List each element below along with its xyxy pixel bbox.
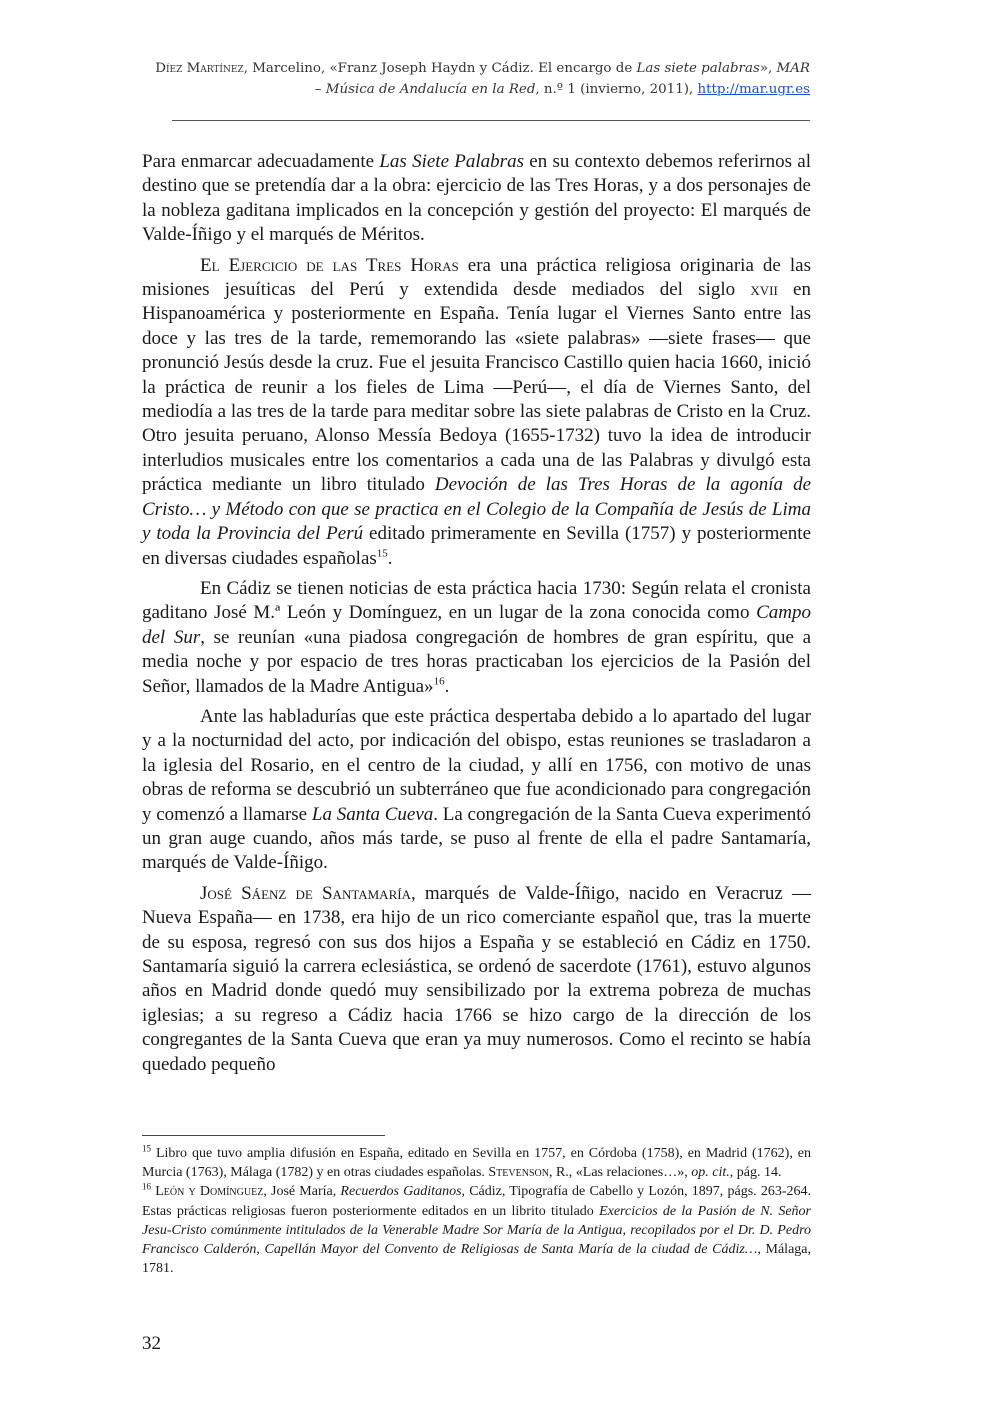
author-name: Stevenson (488, 1165, 549, 1181)
century-numeral: xvii (750, 279, 778, 301)
author-name: León y Domínguez (155, 1184, 264, 1200)
header-divider (172, 120, 810, 121)
header-issue: , n.º 1 (invierno, 2011), (535, 82, 698, 97)
italic-title: Devoción de las Tres Horas de la agonía de Cristo… y Método con que se practica en el Colegio de la Compañía de Jesús de Lima y toda la Provincia del Perú (142, 474, 812, 545)
text: Ante las habladurías que este práctica despertaba debido a lo apartado del lugar y a la nocturnidad del acto, por indicación del obispo, estas reuniones se trasladaron a la iglesia del Rosario, en el centro de la ciudad, y allí en 1756, con motivo de unas obras de reforma se descubrió un subterráneo que fue acondicionado para congregación y comenzó a llamarse (142, 705, 811, 825)
header-author: Díez Martínez (155, 61, 244, 76)
footnote (142, 1182, 811, 1278)
italic-place: La Santa Cueva (311, 803, 434, 825)
paragraph (142, 254, 811, 571)
text: , pág. 14. (729, 1165, 782, 1181)
paragraph (142, 705, 811, 876)
text: . (444, 675, 450, 697)
text: , Málaga, 1781. (142, 1242, 811, 1277)
italic-text: op. cit. (691, 1165, 730, 1181)
italic-place: Campo del Sur (142, 602, 811, 648)
header-work-title: Las siete palabras (636, 61, 760, 76)
footnote (142, 1144, 811, 1182)
text: , José María, (263, 1184, 341, 1200)
paragraph (142, 882, 811, 1077)
text: editado primeramente en Sevilla (1757) y posteriormente en diversas ciudades españolas (142, 523, 811, 569)
footnote-number: 15 (142, 1143, 151, 1154)
italic-title: Las Siete Palabras (379, 151, 524, 172)
header-url-link[interactable]: http://mar.ugr.es (697, 82, 810, 97)
text: . La congregación de la Santa Cueva experimentó un gran auge cuando, años más tarde, se puso al frente de ella el padre Santamaría, marqués de Valde-Íñigo. (142, 803, 812, 874)
italic-title: Exercicios de la Pasión de N. Señor Jesu-Cristo comúnmente intitulados de la Venerable Madre Sor María de la Antigua, recopilados por el Dr. D. Pedro Francisco Calderón, Capellán Mayor del Convento de Religiosas de Santa María de la ciudad de Cádiz… (142, 1203, 811, 1258)
text: era una práctica religiosa originaria de las misiones jesuíticas del Perú y extendida desde mediados del siglo (142, 254, 811, 301)
text: en su contexto debemos referirnos al destino que se pretendía dar a la obra: ejercicio de las Tres Horas, y a dos personajes de la nobleza gaditana implicados en la concepción y gestión del proyecto: El marqués de Valde-Íñigo y el marqués de Méritos. (142, 151, 812, 246)
main-text (142, 150, 811, 1083)
text: , Cádiz, Tipografía de Cabello y Lozón, 1897, págs. 263-264. Estas prácticas religiosas fueron posteriormente editados en un librito titulado (142, 1184, 812, 1219)
text: En Cádiz se tienen noticias de esta práctica hacia 1730: Según relata el cronista gaditano José M.ª León y Domínguez, en un lugar de la zona conocida como (142, 577, 811, 624)
section-lead: El Ejercicio de las Tres Horas (200, 254, 459, 276)
text: . (387, 547, 393, 569)
header-text: », (759, 61, 777, 76)
italic-title: Recuerdos Gaditanos (340, 1184, 462, 1200)
header-journal: MAR (776, 61, 810, 76)
paragraph (142, 150, 811, 248)
section-lead: José Sáenz de Santamaría (200, 882, 411, 904)
footnote-ref[interactable]: 15 (376, 547, 388, 560)
footnote-ref[interactable]: 16 (433, 675, 445, 688)
paragraph (142, 577, 811, 699)
text: Para enmarcar adecuadamente (142, 151, 380, 172)
text: , R., «Las relaciones…», (548, 1165, 692, 1181)
text: Libro que tuvo amplia difusión en España, editado en Sevilla en 1757, en Córdoba (1758), en Madrid (1762), en Murcia (1763), Málaga (1782) y en otras ciudades españolas. (142, 1146, 811, 1181)
footnote-number: 16 (142, 1181, 151, 1192)
footnote-divider (142, 1135, 385, 1136)
text: en Hispanoamérica y posteriormente en España. Tenía lugar el Viernes Santo entre las doce y las tres de la tarde, rememorando las «siete palabras» —siete frases— que pronunció Jesús desde la cruz. Fue el jesuita Francisco Castillo quien hacia 1660, inició la práctica de reunir a los fieles de Lima —Perú—, el día de Viernes Santo, del mediodía a las tres de la tarde para meditar sobre las siete palabras de Cristo en la Cruz. Otro jesuita peruano, Alonso Messía Bedoya (1655-1732) tuvo la idea de introducir interludios musicales entre los comentarios a cada una de las Palabras y divulgó esta práctica mediante un libro titulado (142, 279, 811, 496)
text: , se reunían «una piadosa congregación de hombres de gran espíritu, que a media noche y por espacio de tres horas practicaban los ejercicios de la Pasión del Señor, llamados de la Madre Antigua» (142, 626, 811, 697)
text: , marqués de Valde-Íñigo, nacido en Veracruz —Nueva España— en 1738, era hijo de un rico comerciante español que, tras la muerte de su esposa, regresó con sus dos hijos a España y se estableció en Cádiz en 1750. Santamaría siguió la carrera eclesiástica, se ordenó de sacerdote (1761), estuvo algunos años en Madrid donde quedó muy sensibilizado por la extrema pobreza de muchas iglesias; a su regreso a Cádiz hacia 1766 se hizo cargo de la dirección de los congregantes de la Santa Cueva que eran ya muy numerosos. Como el recinto se había quedado pequeño (142, 882, 811, 1075)
header-journal-name: – Música de Andalucía en la Red (314, 82, 536, 97)
footnotes (142, 1144, 811, 1278)
page-number: 32 (142, 1333, 161, 1354)
running-header (140, 58, 810, 100)
header-text: , Marcelino, «Franz Joseph Haydn y Cádiz. El encargo de (243, 61, 637, 76)
